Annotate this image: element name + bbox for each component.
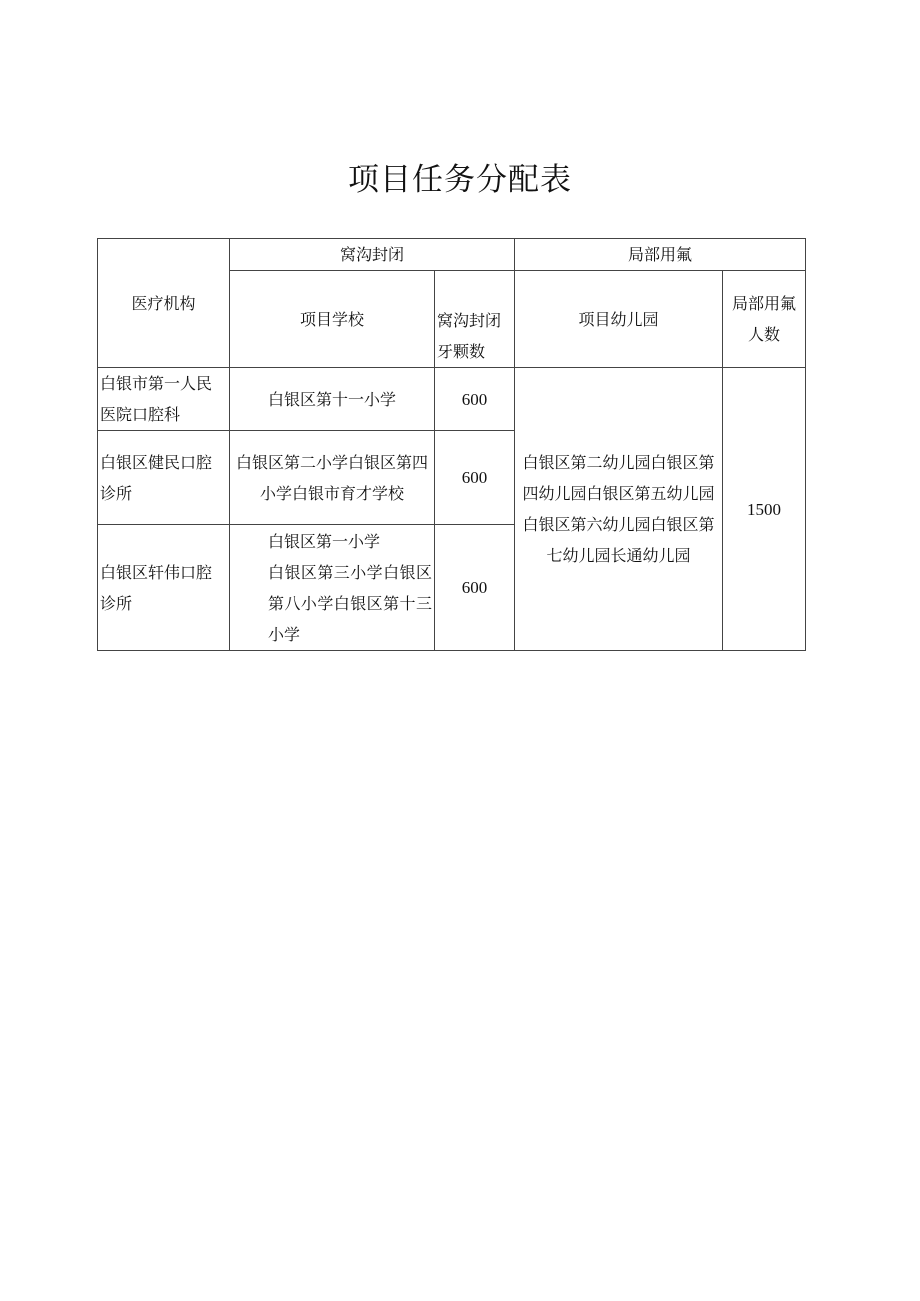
schools-cell bbox=[230, 525, 435, 651]
teeth-count-cell: 600 bbox=[435, 525, 515, 651]
kindergartens-cell: 白银区第二幼儿园白银区第四幼儿园白银区第五幼儿园白银区第六幼儿园白银区第七幼儿园长通幼儿园 bbox=[515, 368, 723, 651]
header-sealant-teeth: 窝沟封闭牙颗数 bbox=[435, 271, 515, 368]
header-institution: 医疗机构 bbox=[98, 239, 230, 368]
page-title: 项目任务分配表 bbox=[348, 162, 572, 198]
header-project-school: 项目学校 bbox=[230, 271, 435, 368]
institution-cell: 白银市第一人民医院口腔科 bbox=[98, 368, 230, 431]
header-sealant-group: 窝沟封闭 bbox=[230, 239, 515, 271]
header-row-1 bbox=[98, 239, 806, 271]
header-fluoride-group: 局部用氟 bbox=[515, 239, 806, 271]
schools-line-first: 白银区第一小学 bbox=[268, 531, 381, 551]
institution-cell: 白银区健民口腔诊所 bbox=[98, 431, 230, 525]
institution-cell: 白银区轩伟口腔诊所 bbox=[98, 525, 230, 651]
header-fluoride-people: 局部用氟人数 bbox=[723, 271, 806, 368]
fluoride-count-cell: 1500 bbox=[723, 368, 806, 651]
table-row bbox=[98, 368, 806, 431]
schools-cell: 白银区第十一小学 bbox=[230, 368, 435, 431]
allocation-table bbox=[97, 238, 806, 651]
schools-line-rest: 白银区第三小学白银区第八小学白银区第十三小学 bbox=[268, 562, 432, 644]
teeth-count-cell: 600 bbox=[435, 431, 515, 525]
teeth-count-cell: 600 bbox=[435, 368, 515, 431]
schools-cell: 白银区第二小学白银区第四小学白银市育才学校 bbox=[230, 431, 435, 525]
header-project-kindergarten: 项目幼儿园 bbox=[515, 271, 723, 368]
